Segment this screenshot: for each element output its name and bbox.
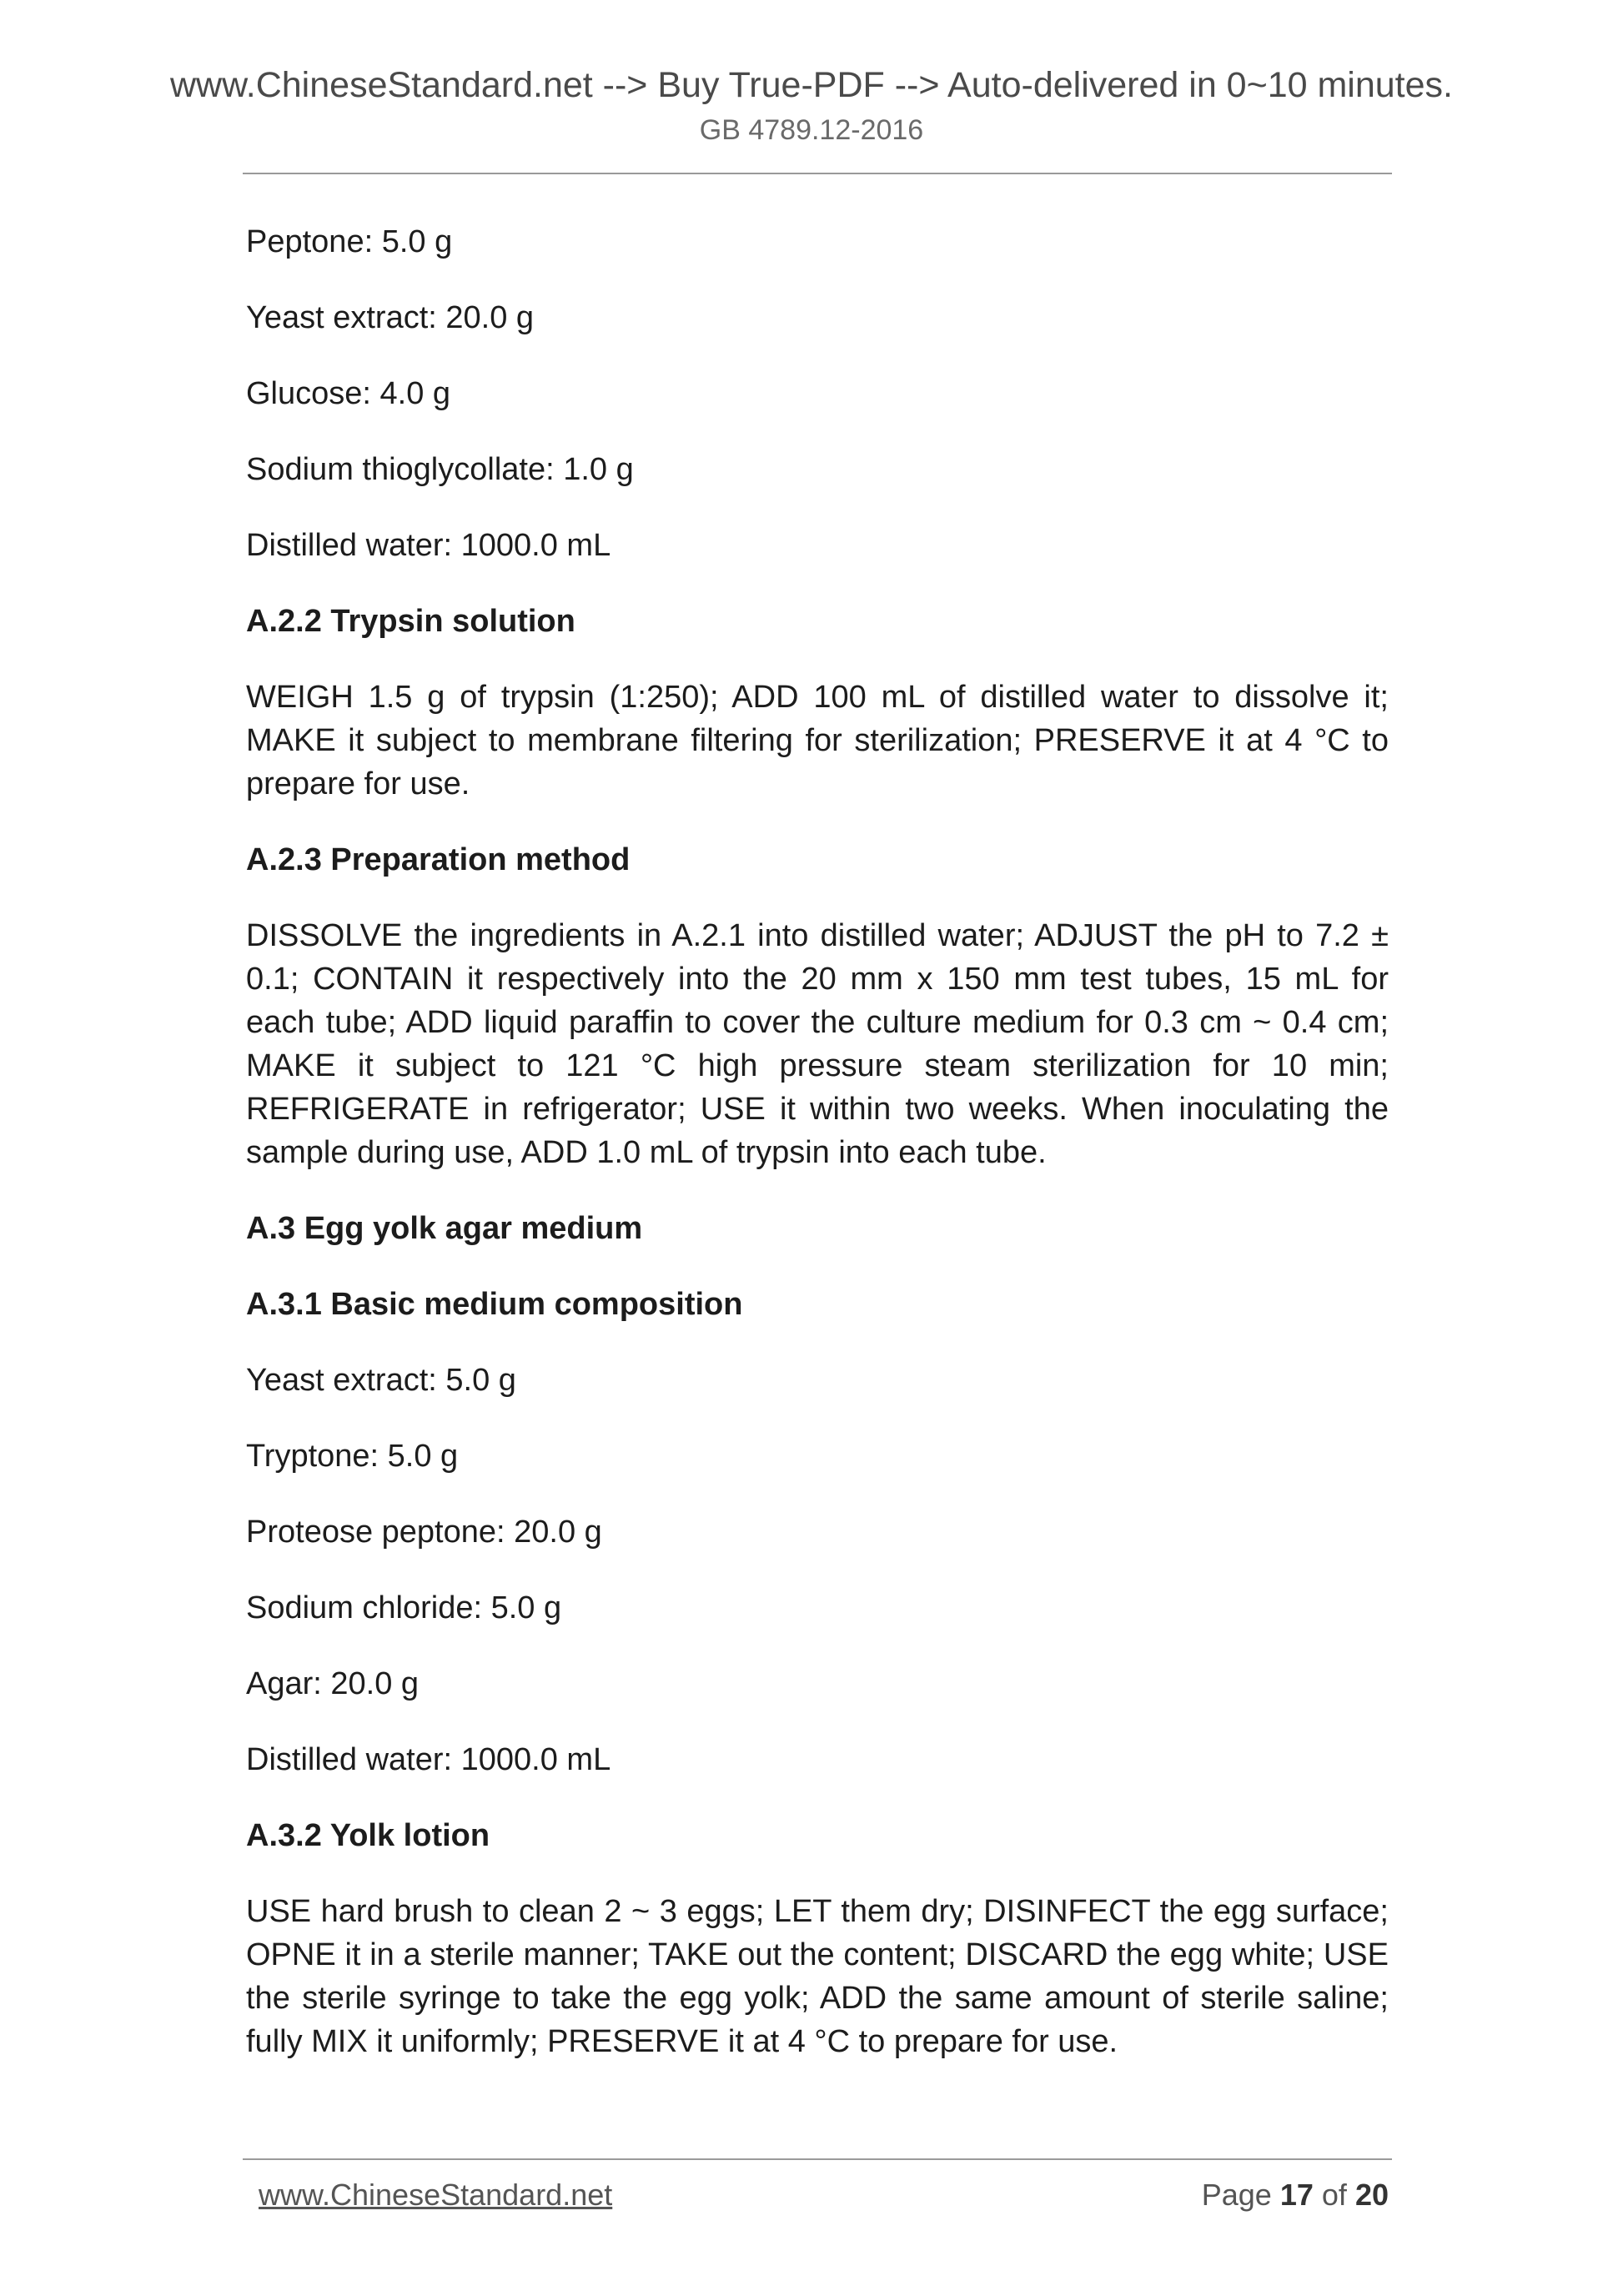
- page-total: 20: [1354, 2178, 1389, 2212]
- section-heading-a23: A.2.3 Preparation method: [246, 842, 631, 877]
- standard-number: GB 4789.12-2016: [699, 114, 924, 146]
- ingredient-distilled-water: Distilled water: 1000.0 mL: [246, 528, 611, 563]
- page-header: [0, 62, 1623, 150]
- footer-website-link[interactable]: www.ChineseStandard.net: [259, 2178, 613, 2212]
- paragraph-a32: USE hard brush to clean 2 ~ 3 eggs; LET them dry; DISINFECT the egg surface; OPNE it in a sterile manner; TAKE out the content; DISCARD the egg white; USE the sterile syringe to take the egg yolk; ADD the same amount of sterile saline; fully MIX it uniformly; PRESERVE it at 4 °C to prepare for use.: [246, 1894, 1389, 2059]
- section-heading-a22: A.2.2 Trypsin solution: [246, 604, 575, 639]
- page-label: Page: [1201, 2178, 1272, 2212]
- page-current: 17: [1279, 2178, 1314, 2212]
- ingredient-yeast-extract: Yeast extract: 5.0 g: [246, 1363, 516, 1398]
- ingredient-sodium-thioglycollate: Sodium thioglycollate: 1.0 g: [246, 452, 634, 487]
- page-indicator: [1202, 2175, 1389, 2215]
- paragraph-a23: DISSOLVE the ingredients in A.2.1 into distilled water; ADJUST the pH to 7.2 ± 0.1; CONTAIN it respectively into the 20 mm x 150 mm test tubes, 15 mL for each tube; ADD liquid paraffin to cover the culture medium for 0.3 cm ~ 0.4 cm; MAKE it subject to 121 °C high pressure steam sterilization for 10 min; REFRIGERATE in refrigerator; USE it within two weeks. When inoculating the sample during use, ADD 1.0 mL of trypsin into each tube.: [246, 918, 1389, 1170]
- section-heading-a31: A.3.1 Basic medium composition: [246, 1287, 743, 1322]
- document-body: [246, 220, 1389, 2096]
- header-banner: www.ChineseStandard.net --> Buy True-PDF --> Auto-delivered in 0~10 minutes.: [169, 65, 1453, 105]
- ingredient-proteose-peptone: Proteose peptone: 20.0 g: [246, 1515, 602, 1550]
- paragraph-a22: WEIGH 1.5 g of trypsin (1:250); ADD 100 mL of distilled water to dissolve it; MAKE it subject to membrane filtering for sterilization; PRESERVE it at 4 °C to prepare for use.: [246, 680, 1389, 801]
- ingredient-sodium-chloride: Sodium chloride: 5.0 g: [246, 1590, 562, 1625]
- ingredient-peptone: Peptone: 5.0 g: [246, 224, 453, 259]
- ingredient-glucose: Glucose: 4.0 g: [246, 376, 451, 411]
- ingredient-yeast-extract: Yeast extract: 20.0 g: [246, 300, 535, 335]
- header-divider: [243, 173, 1392, 174]
- ingredient-tryptone: Tryptone: 5.0 g: [246, 1439, 459, 1474]
- section-heading-a32: A.3.2 Yolk lotion: [246, 1818, 490, 1853]
- section-heading-a3: A.3 Egg yolk agar medium: [246, 1211, 643, 1246]
- ingredient-agar: Agar: 20.0 g: [246, 1666, 420, 1701]
- page-of: of: [1321, 2178, 1347, 2212]
- footer-divider: [243, 2158, 1392, 2160]
- ingredient-distilled-water: Distilled water: 1000.0 mL: [246, 1742, 611, 1777]
